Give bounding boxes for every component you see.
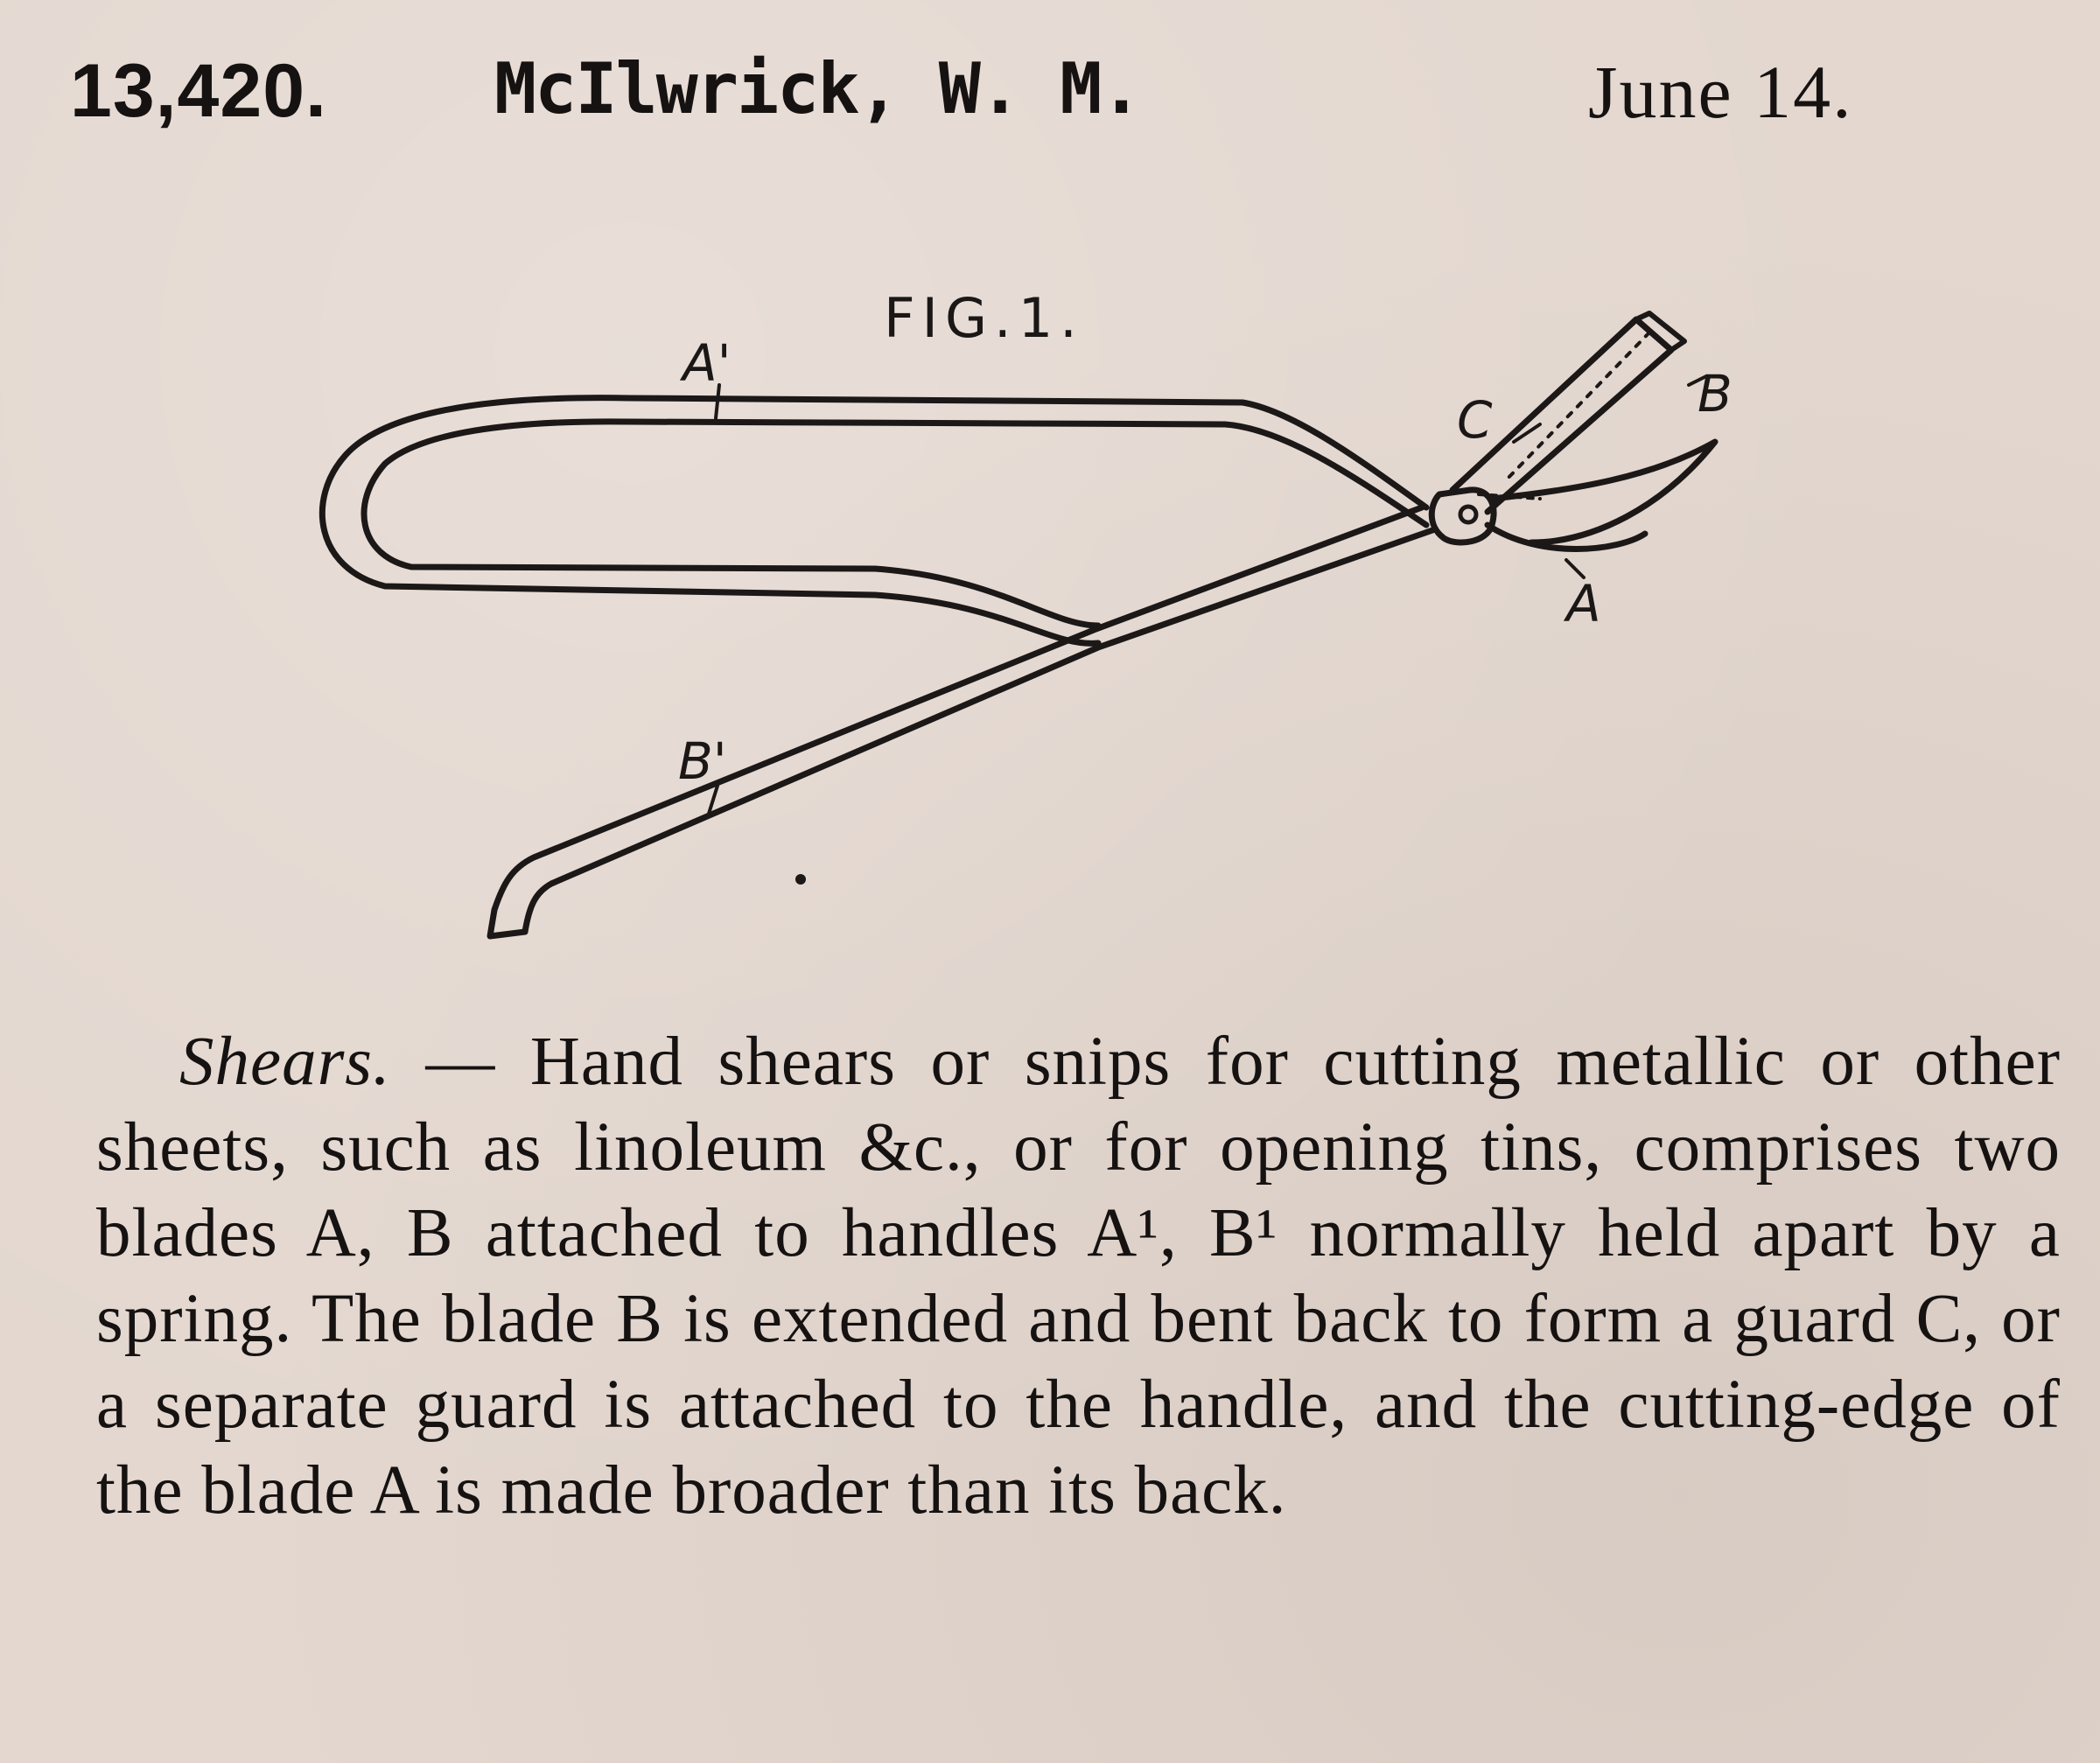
- label-a: A: [1566, 574, 1601, 633]
- inventor-name: McIlwrick, W. M.: [494, 48, 1141, 129]
- patent-description: [96, 1019, 2061, 1534]
- figure-title: FIG.1.: [884, 286, 1084, 350]
- description-text: Hand shears or snips for cutting metallic or other sheets, such as linoleum &c., or for opening tins, comprises two blades A, B attached to handles A¹, B¹ normally held apart by a spring. The blade B is extended and bent back to form a guard C, or a separate guard is attached to the handle, and the cutting-edge of the blade A is made broader than its back.: [96, 1024, 2061, 1529]
- label-a1: A': [682, 333, 732, 393]
- label-b: B: [1698, 364, 1732, 423]
- patent-number: 13,420.: [70, 49, 327, 133]
- guard-dotted: [1505, 332, 1649, 481]
- description-dash: —: [390, 1024, 530, 1100]
- ink-speck: [795, 874, 806, 885]
- handle-b1-end: [490, 910, 525, 936]
- pivot-screw: [1460, 507, 1476, 522]
- label-b1: B': [678, 731, 727, 791]
- blade-b: [1492, 442, 1715, 542]
- label-c: C: [1457, 390, 1493, 450]
- patent-date: June 14.: [1588, 50, 1853, 134]
- description-lead: Shears.: [179, 1024, 391, 1100]
